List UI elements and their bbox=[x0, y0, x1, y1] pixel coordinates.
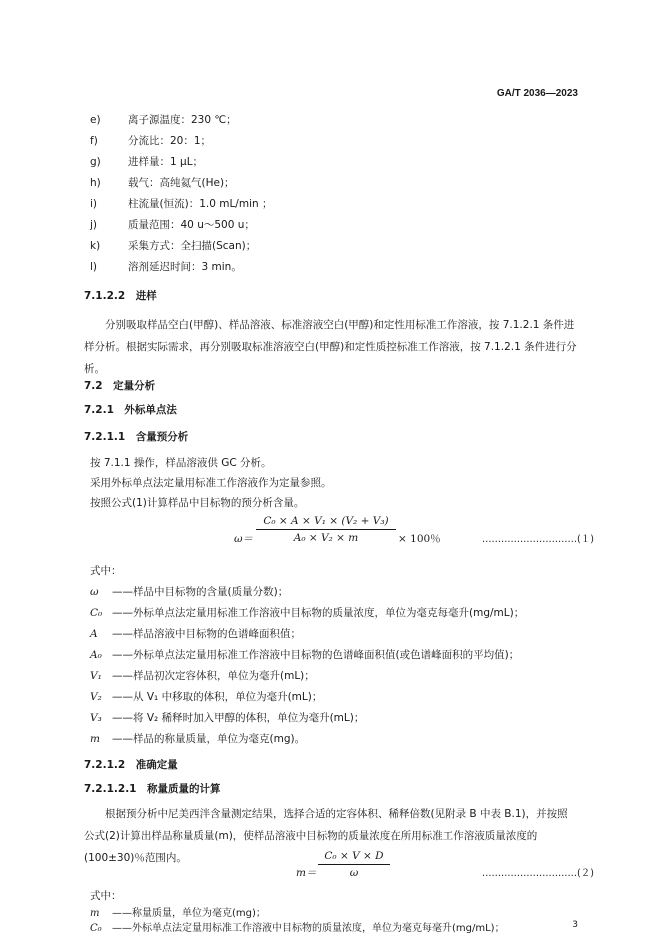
list-item: j) 质量范围：40 u～500 u； bbox=[90, 219, 255, 231]
variable-definition: A ——样品溶液中目标物的色谱峰面积值； bbox=[90, 628, 301, 640]
equation-number: …………………………(２) bbox=[482, 868, 594, 879]
variable-definition: m ——样品的称量质量，单位为毫克(mg)。 bbox=[90, 733, 306, 745]
list-item: l) 溶剂延迟时间：3 min。 bbox=[90, 261, 242, 273]
formula-numerator: C₀ × V × D bbox=[324, 850, 384, 862]
formula-lhs: m＝ bbox=[296, 867, 317, 879]
list-item: f) 分流比：20：1； bbox=[90, 135, 212, 147]
formula-lhs: ω＝ bbox=[234, 533, 254, 545]
formula-numerator: C₀ × A × V₁ × (V₂ + V₃) bbox=[263, 515, 389, 527]
variable-definition: m ——称量质量，单位为毫克(mg)； bbox=[90, 908, 266, 919]
formula-denominator: A₀ × V₂ × m bbox=[256, 529, 396, 544]
where-label: 式中： bbox=[90, 890, 122, 902]
section-heading-7-2-1-2: 7.2.1.2 准确定量 bbox=[84, 759, 178, 771]
formula-denominator: ω bbox=[318, 864, 390, 879]
variable-definition: A₀ ——外标单点法定量用标准工作溶液中目标物的色谱峰面积值(或色谱峰面积的平均值)； bbox=[90, 649, 520, 661]
section-heading-7-2-1: 7.2.1 外标单点法 bbox=[84, 404, 177, 416]
where-label: 式中： bbox=[90, 565, 122, 577]
equation-number: …………………………(１) bbox=[482, 534, 594, 545]
section-heading-7-2-1-2-1: 7.2.1.2.1 称量质量的计算 bbox=[84, 783, 221, 795]
list-item: h) 载气：高纯氦气(He)； bbox=[90, 177, 235, 189]
variable-definition: V₃ ——将 V₂ 稀释时加入甲醇的体积，单位为毫升(mL)； bbox=[90, 712, 365, 724]
section-heading-7-2-1-1: 7.2.1.1 含量预分析 bbox=[84, 431, 189, 443]
text-line: 采用外标单点法定量用标准工作溶液作为定量参照。 bbox=[90, 477, 332, 489]
variable-definition: ω ——样品中目标物的含量(质量分数)； bbox=[90, 586, 289, 598]
section-heading-7-1-2-2: 7.1.2.2 进样 bbox=[84, 290, 157, 302]
text-line: 按照公式(1)计算样品中目标物的预分析含量。 bbox=[90, 497, 305, 509]
list-item: i) 柱流量(恒流)：1.0 mL/min ； bbox=[90, 198, 273, 210]
section-heading-7-2: 7.2 定量分析 bbox=[84, 380, 156, 392]
variable-definition: C₀ ——外标单点法定量用标准工作溶液中目标物的质量浓度，单位为毫克每毫升(mg/mL)； bbox=[90, 607, 525, 619]
variable-definition: C₀ ——外标单点法定量用标准工作溶液中目标物的质量浓度，单位为毫克每毫升(mg/mL)； bbox=[90, 923, 505, 934]
list-item: g) 进样量：1 μL； bbox=[90, 156, 204, 168]
formula-suffix: × 100％ bbox=[398, 533, 441, 545]
variable-definition: V₁ ——样品初次定容体积，单位为毫升(mL)； bbox=[90, 670, 315, 682]
text-line: 按 7.1.1 操作，样品溶液供 GC 分析。 bbox=[90, 457, 272, 469]
list-item: e) 离子源温度：230 ℃； bbox=[90, 114, 237, 126]
formula-fraction bbox=[256, 515, 396, 544]
page-number: 3 bbox=[572, 920, 578, 930]
variable-definition: V₂ ——从 V₁ 中移取的体积，单位为毫升(mL)； bbox=[90, 691, 323, 703]
document-code: GA/T 2036—2023 bbox=[496, 88, 578, 99]
formula-fraction bbox=[318, 850, 390, 879]
paragraph-injection: 分别吸取样品空白(甲醇)、样品溶液、标准溶液空白(甲醇)和定性用标准工作溶液，按 7.1.2.1 条件进样分析。根据实际需求，再分别吸取标准溶液空白(甲醇)和定性质控标准工作溶液，按 7.1.2.1 条件进行分析。 bbox=[84, 319, 577, 375]
list-item: k) 采集方式：全扫描(Scan)； bbox=[90, 240, 257, 252]
paragraph-weighing: 根据预分析中尼美西泮含量测定结果，选择合适的定容体积、稀释倍数(见附录 B 中表 B.1)，并按照公式(2)计算出样品称量质量(m)，使样品溶液中目标物的质量浓度在所用标准工作溶液质量浓度的(100±30)％范围内。 bbox=[84, 808, 568, 864]
